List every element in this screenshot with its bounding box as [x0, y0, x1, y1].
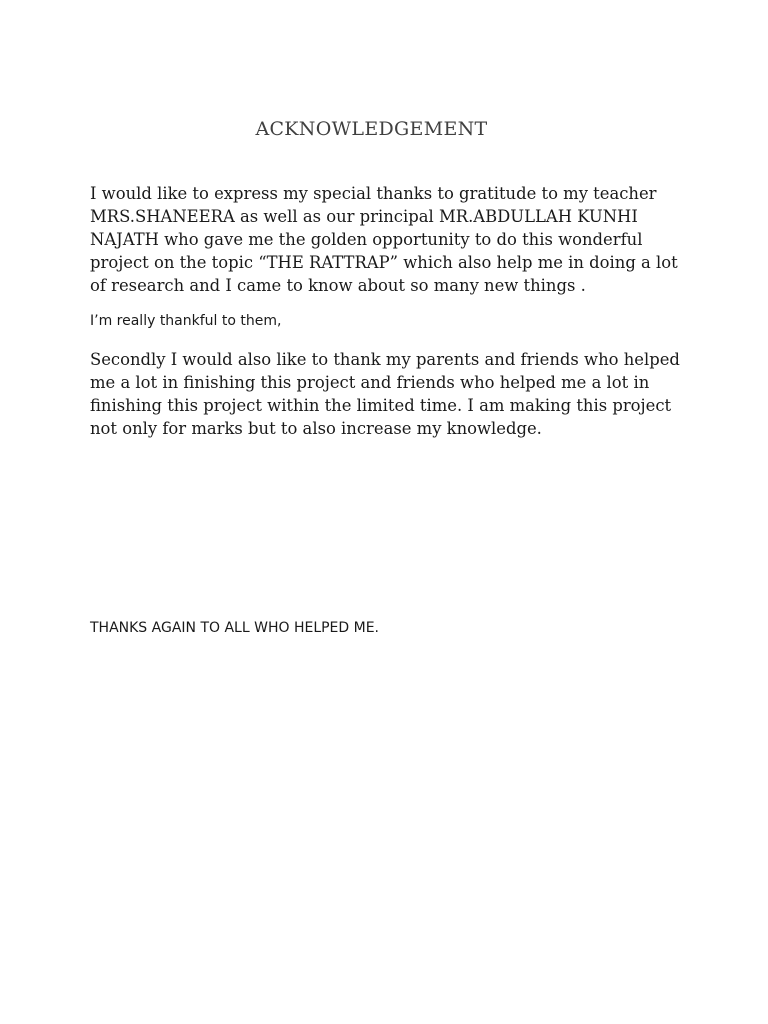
closing-line: THANKS AGAIN TO ALL WHO HELPED ME. [90, 620, 380, 636]
thanks-line: I’m really thankful to them, [90, 313, 282, 329]
document-title: ACKNOWLEDGEMENT [255, 118, 488, 140]
second-paragraph: Secondly I would also like to thank my parents and friends who helped me a lot in finishing this project and friends who helped me a lot in finishing this project within the limited time. I am making this project not only for marks but to also increase my knowledge. [90, 350, 680, 438]
intro-paragraph: I would like to express my special thanks to gratitude to my teacher MRS.SHANEERA as well as our principal MR.ABDULLAH KUNHI NAJATH who gave me the golden opportunity to do this wonderful project on the topic “THE RATTRAP” which also help me in doing a lot of research and I came to know about so many new things . [90, 184, 678, 295]
